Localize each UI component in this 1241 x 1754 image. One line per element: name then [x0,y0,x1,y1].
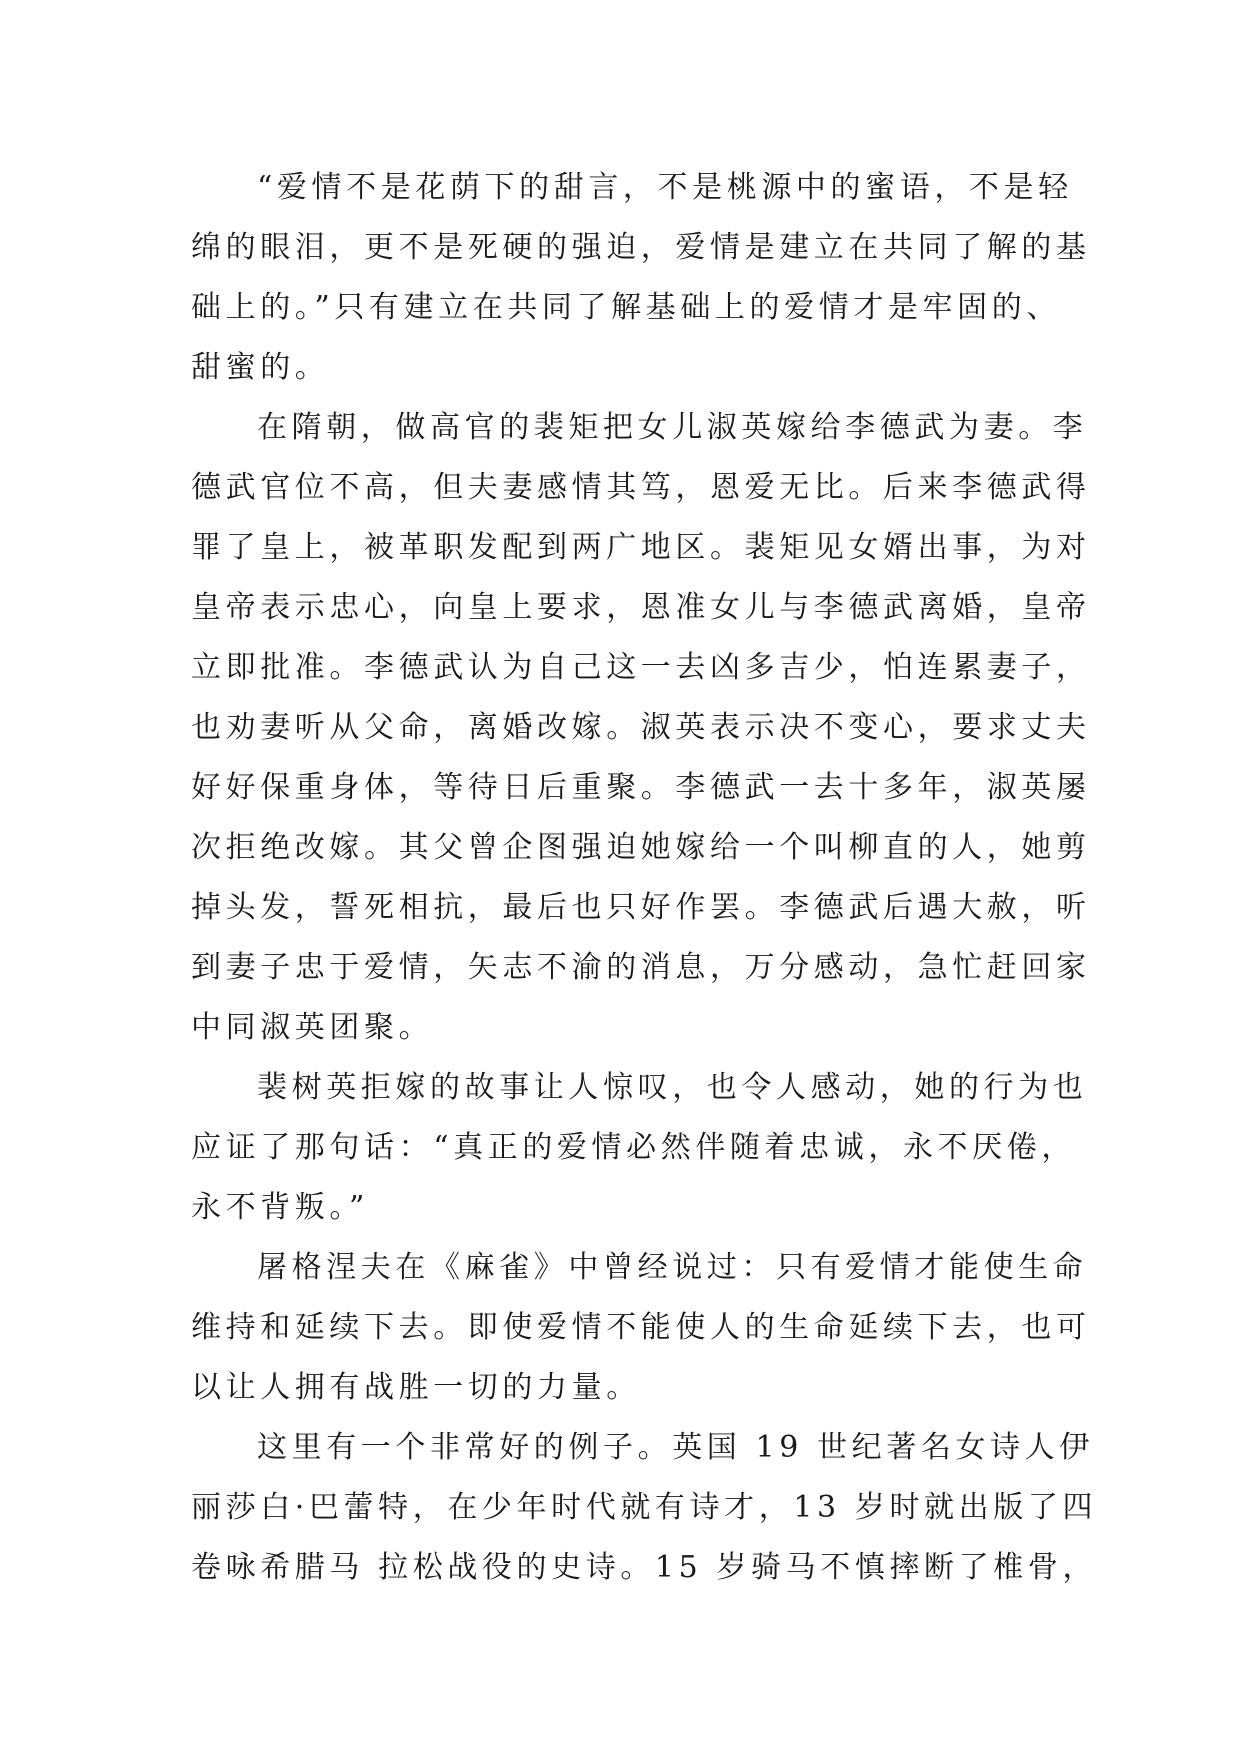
text-line: 应证了那句话：“真正的爱情必然伴随着忠诚，永不厌倦， [191,1130,1076,1165]
text-line: 这里有一个非常好的例子。英国 19 世纪著名女诗人伊 [257,1430,1094,1465]
text-line: 好好保重身体，等待日后重聚。李德武一去十多年，淑英屡 [191,770,1091,805]
text-line: 卷咏希腊马 拉松战役的史诗。15 岁骑马不慎摔断了椎骨， [191,1550,1098,1585]
text-line: 绵的眼泪，更不是死硬的强迫，爱情是建立在共同了解的基 [191,230,1091,265]
text-line: 到妻子忠于爱情，矢志不渝的消息，万分感动，急忙赶回家 [191,950,1091,985]
text-line: 在隋朝，做高官的裴矩把女儿淑英嫁给李德武为妻。李 [257,410,1088,445]
text-line: 甜蜜的。 [191,350,330,385]
text-line: 屠格涅夫在《麻雀》中曾经说过：只有爱情才能使生命 [257,1250,1088,1285]
text-line: 德武官位不高，但夫妻感情其笃，恩爱无比。后来李德武得 [191,470,1091,505]
text-line: 也劝妻听从父命，离婚改嫁。淑英表示决不变心，要求丈夫 [191,710,1091,745]
text-line: 丽莎白·巴蕾特，在少年时代就有诗才，13 岁时就出版了四 [191,1490,1098,1525]
text-line: 维持和延续下去。即使爱情不能使人的生命延续下去，也可 [191,1310,1091,1345]
paragraph-barrett-example [191,1418,1098,1598]
text-line: 础上的。”只有建立在共同了解基础上的爱情才是牢固的、 [191,290,1061,325]
paragraph-love-definition [191,158,1091,398]
text-line: 罪了皇上，被革职发配到两广地区。裴矩见女婿出事，为对 [191,530,1091,565]
article-body [191,158,1098,1598]
text-line: 掉头发，誓死相抗，最后也只好作罢。李德武后遇大赦，听 [191,890,1091,925]
text-line: 立即批准。李德武认为自己这一去凶多吉少，怕连累妻子， [191,650,1091,685]
text-line: 裴树英拒嫁的故事让人惊叹，也令人感动，她的行为也 [257,1070,1088,1105]
text-line: 以让人拥有战胜一切的力量。 [191,1370,641,1405]
text-line: 皇帝表示忠心，向皇上要求，恩准女儿与李德武离婚，皇帝 [191,590,1091,625]
text-line: 中同淑英团聚。 [191,1010,434,1045]
paragraph-loyalty-quote [191,1058,1088,1238]
paragraph-sui-dynasty-story [191,398,1091,1058]
text-line: 次拒绝改嫁。其父曾企图强迫她嫁给一个叫柳直的人，她剪 [191,830,1091,865]
text-line: 永不背叛。” [191,1190,369,1225]
paragraph-turgenev-quote [191,1238,1091,1418]
text-line: “爱情不是花荫下的甜言，不是桃源中的蜜语，不是轻 [257,170,1073,205]
